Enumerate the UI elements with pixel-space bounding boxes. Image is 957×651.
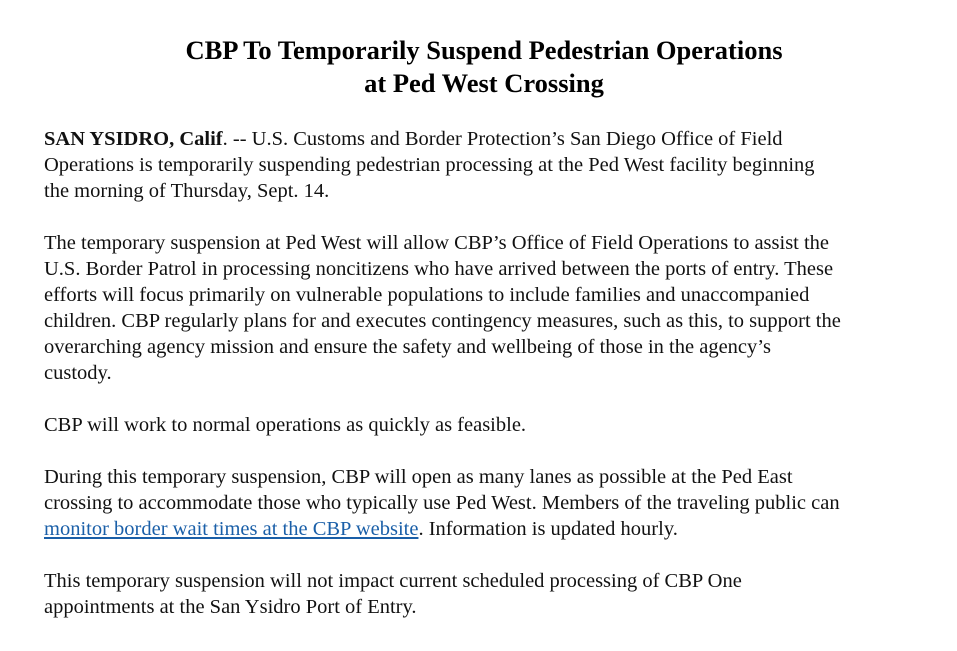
paragraph-4: [44, 464, 924, 542]
paragraph-4-text-after: . Information is updated hourly.: [418, 518, 678, 540]
paragraph-2: The temporary suspension at Ped West will allow CBP’s Office of Field Operations to assist the U.S. Border Patrol in processing noncitizens who have arrived between the ports of entry. These efforts will focus primarily on vulnerable populations to include families and unaccompanied children. CBP regularly plans for and executes contingency measures, such as this, to support the overarching agency mission and ensure the safety and wellbeing of those in the agency’s custody.: [44, 232, 841, 384]
paragraph-3: CBP will work to normal operations as quickly as feasible.: [44, 414, 527, 436]
title-line-1: CBP To Temporarily Suspend Pedestrian Operations: [185, 35, 783, 65]
wait-times-link[interactable]: monitor border wait times at the CBP website: [44, 518, 419, 540]
title-line-2: at Ped West Crossing: [364, 68, 604, 98]
paragraph-1-text: . -- U.S. Customs and Border Protection’s San Diego Office of Field Operations is temporarily suspending pedestrian processing at the Ped West facility beginning the morning of Thursday, Sept. 14.: [44, 128, 815, 202]
page-title: [44, 34, 924, 100]
paragraph-5: This temporary suspension will not impact current scheduled processing of CBP One appointments at the San Ysidro Port of Entry.: [44, 570, 742, 618]
dateline: SAN YSIDRO, Calif: [44, 128, 223, 150]
paragraph-4-text-before: During this temporary suspension, CBP will open as many lanes as possible at the Ped East crossing to accommodate those who typically use Ped West. Members of the traveling public can: [44, 466, 840, 514]
article-body: [44, 126, 924, 620]
press-release: [44, 34, 924, 646]
paragraph-1: [44, 126, 924, 204]
